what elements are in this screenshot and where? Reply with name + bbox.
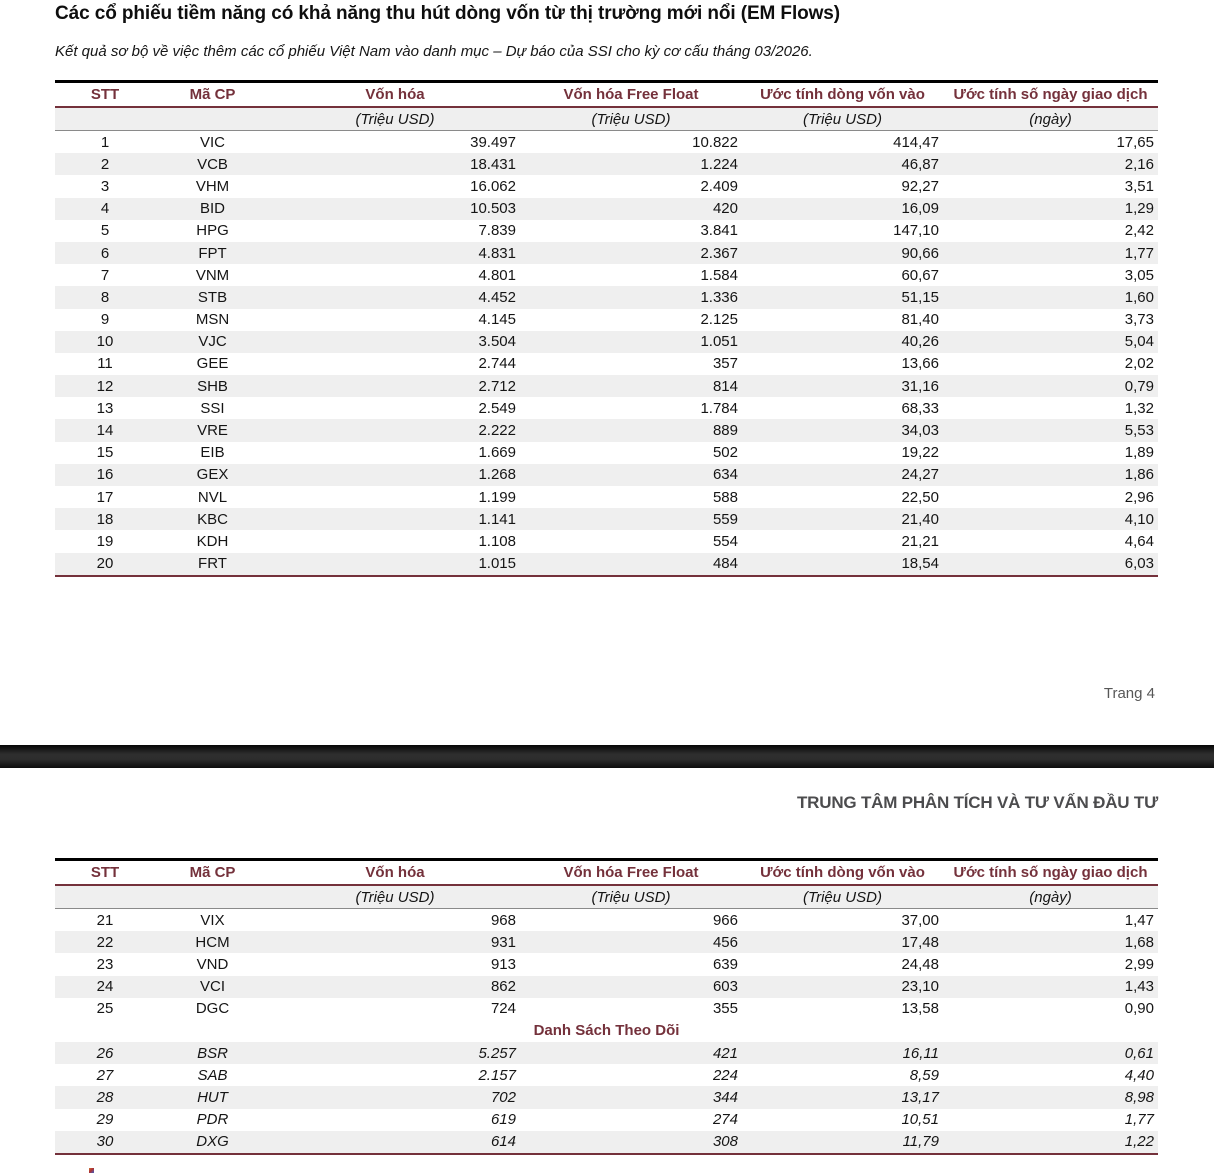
stt-cell: 9 (100, 311, 110, 329)
column-unit-subheader: (Triệu USD) (270, 885, 520, 909)
inflow-cell: 81,40 (901, 311, 939, 329)
inflow-cell: 13,17 (901, 1088, 939, 1106)
freefloat-cell: 357 (712, 355, 738, 373)
stt-cell: 12 (96, 377, 114, 395)
tradingdays-cell: 17,65 (1116, 133, 1154, 151)
tradingdays-cell: 1,86 (1124, 466, 1154, 484)
ticker-cell: PDR (196, 1111, 229, 1129)
column-header: Vốn hóa (365, 864, 425, 881)
stock-row (55, 419, 1158, 441)
marketcap-cell: 4.831 (478, 244, 516, 262)
tradingdays-cell: 2,02 (1124, 355, 1154, 373)
ticker-cell: VND (196, 955, 229, 973)
freefloat-cell: 274 (712, 1111, 738, 1129)
freefloat-cell: 10.822 (692, 133, 738, 151)
table-header (55, 860, 1158, 909)
tradingdays-cell: 3,51 (1124, 177, 1154, 195)
ticker-cell: HPG (196, 222, 229, 240)
tradingdays-cell: 2,96 (1124, 488, 1154, 506)
stock-row (55, 242, 1158, 264)
stock-row (55, 486, 1158, 508)
column-unit-subheader: (Triệu USD) (520, 107, 742, 131)
freefloat-cell: 2.367 (700, 244, 738, 262)
stock-row (55, 1131, 1158, 1154)
stock-row (55, 909, 1158, 932)
ticker-cell: MSN (195, 311, 230, 329)
stock-row (55, 264, 1158, 286)
stt-cell: 26 (96, 1044, 114, 1062)
freefloat-cell: 634 (712, 466, 738, 484)
stock-row (55, 131, 1158, 154)
marketcap-cell: 39.497 (470, 133, 516, 151)
inflow-cell: 17,48 (901, 933, 939, 951)
stt-cell: 22 (96, 933, 114, 951)
page-subtitle: Kết quả sơ bộ về việc thêm các cổ phiếu Việt Nam vào danh mục – Dự báo của SSI cho kỳ cơ cấu tháng 03/2026. (55, 43, 813, 60)
freefloat-cell: 1.051 (700, 333, 738, 351)
marketcap-cell: 2.712 (478, 377, 516, 395)
tradingdays-cell: 1,77 (1124, 244, 1154, 262)
column-header: Vốn hóa Free Float (563, 86, 699, 103)
cropped-bottom-artifact (89, 1168, 94, 1173)
marketcap-cell: 2.157 (478, 1066, 516, 1084)
freefloat-cell: 420 (712, 200, 738, 218)
marketcap-cell: 4.452 (478, 288, 516, 306)
stock-row (55, 530, 1158, 552)
stt-cell: 17 (96, 488, 114, 506)
stt-cell: 20 (96, 555, 114, 573)
column-unit-subheader (155, 885, 270, 909)
page-separator-bar (0, 745, 1214, 768)
marketcap-cell: 4.145 (478, 311, 516, 329)
inflow-cell: 8,59 (909, 1066, 939, 1084)
ticker-cell: HUT (197, 1088, 228, 1106)
stt-cell: 15 (96, 444, 114, 462)
freefloat-cell: 2.409 (700, 177, 738, 195)
ticker-cell: BSR (197, 1044, 228, 1062)
freefloat-cell: 308 (712, 1133, 738, 1151)
tradingdays-cell: 1,68 (1124, 933, 1154, 951)
ticker-cell: BID (199, 200, 225, 218)
column-unit-subheader (55, 107, 155, 131)
marketcap-cell: 1.015 (478, 555, 516, 573)
inflow-cell: 21,21 (901, 532, 939, 550)
column-header: Vốn hóa Free Float (563, 864, 699, 881)
ticker-cell: FPT (198, 244, 227, 262)
column-unit-subheader: (ngày) (943, 107, 1158, 131)
marketcap-cell: 913 (490, 955, 516, 973)
inflow-cell: 18,54 (901, 555, 939, 573)
freefloat-cell: 559 (712, 510, 738, 528)
marketcap-cell: 862 (490, 978, 516, 996)
column-header: Ước tính dòng vốn vào (760, 86, 925, 103)
page-title: Các cổ phiếu tiềm năng có khả năng thu hút dòng vốn từ thị trường mới nổi (EM Flows) (55, 3, 840, 24)
tradingdays-cell: 1,77 (1124, 1111, 1154, 1129)
stock-row (55, 198, 1158, 220)
column-unit-subheader: (Triệu USD) (270, 107, 520, 131)
column-unit-subheader: (Triệu USD) (742, 107, 943, 131)
ticker-cell: KBC (197, 510, 228, 528)
table-body (55, 131, 1158, 576)
inflow-cell: 16,11 (902, 1044, 939, 1062)
marketcap-cell: 1.108 (478, 532, 516, 550)
ticker-cell: VHM (195, 177, 230, 195)
marketcap-cell: 5.257 (478, 1044, 516, 1062)
stt-cell: 1 (100, 133, 110, 151)
inflow-cell: 414,47 (893, 133, 939, 151)
inflow-cell: 90,66 (901, 244, 939, 262)
marketcap-cell: 3.504 (478, 333, 516, 351)
marketcap-cell: 1.199 (478, 488, 516, 506)
inflow-cell: 21,40 (901, 510, 939, 528)
ticker-cell: DXG (196, 1133, 229, 1151)
column-header: STT (90, 864, 120, 881)
column-header: Mã CP (189, 864, 236, 881)
marketcap-cell: 931 (490, 933, 516, 951)
stock-row (55, 331, 1158, 353)
ticker-cell: VIX (200, 911, 225, 929)
stock-row (55, 976, 1158, 998)
marketcap-cell: 7.839 (478, 222, 516, 240)
freefloat-cell: 639 (712, 955, 738, 973)
tradingdays-cell: 3,05 (1124, 266, 1154, 284)
tradingdays-cell: 1,32 (1124, 399, 1154, 417)
stt-cell: 10 (96, 333, 114, 351)
ticker-cell: GEE (196, 355, 229, 373)
marketcap-cell: 968 (490, 911, 516, 929)
inflow-cell: 24,27 (901, 466, 939, 484)
stock-table-page1 (55, 80, 1158, 577)
ticker-cell: VIC (199, 133, 225, 151)
ticker-cell: STB (197, 288, 228, 306)
tradingdays-cell: 1,89 (1124, 444, 1154, 462)
inflow-cell: 37,00 (901, 911, 939, 929)
inflow-cell: 13,66 (901, 355, 939, 373)
inflow-cell: 68,33 (901, 399, 939, 417)
stock-row (55, 309, 1158, 331)
column-header: STT (90, 86, 120, 103)
stock-row (55, 397, 1158, 419)
tradingdays-cell: 2,42 (1124, 222, 1154, 240)
freefloat-cell: 1.784 (700, 399, 738, 417)
inflow-cell: 22,50 (901, 488, 939, 506)
stt-cell: 11 (97, 355, 113, 373)
inflow-cell: 24,48 (901, 955, 939, 973)
stock-row (55, 953, 1158, 975)
inflow-cell: 13,58 (901, 1000, 939, 1018)
column-header: Ước tính số ngày giao dịch (953, 864, 1148, 881)
freefloat-cell: 456 (712, 933, 738, 951)
column-unit-subheader (155, 107, 270, 131)
marketcap-cell: 16.062 (470, 177, 516, 195)
ticker-cell: KDH (196, 532, 229, 550)
marketcap-cell: 614 (490, 1133, 516, 1151)
stt-cell: 19 (96, 532, 114, 550)
column-header: Ước tính dòng vốn vào (760, 864, 925, 881)
stock-row (55, 375, 1158, 397)
stt-cell: 21 (96, 911, 114, 929)
stock-row (55, 153, 1158, 175)
inflow-cell: 46,87 (901, 155, 939, 173)
marketcap-cell: 2.744 (478, 355, 516, 373)
stt-cell: 18 (96, 510, 114, 528)
freefloat-cell: 224 (712, 1066, 738, 1084)
stt-cell: 6 (100, 244, 110, 262)
marketcap-cell: 10.503 (470, 200, 516, 218)
marketcap-cell: 4.801 (478, 266, 516, 284)
inflow-cell: 19,22 (901, 444, 939, 462)
marketcap-cell: 702 (490, 1088, 516, 1106)
stock-row (55, 442, 1158, 464)
column-unit-subheader: (Triệu USD) (520, 885, 742, 909)
tradingdays-cell: 2,16 (1124, 155, 1154, 173)
ticker-cell: VJC (198, 333, 227, 351)
marketcap-cell: 1.141 (478, 510, 516, 528)
freefloat-cell: 2.125 (700, 311, 738, 329)
tradingdays-cell: 3,73 (1124, 311, 1154, 329)
stt-cell: 4 (100, 200, 110, 218)
tradingdays-cell: 0,61 (1124, 1044, 1154, 1062)
freefloat-cell: 355 (712, 1000, 738, 1018)
freefloat-cell: 502 (712, 444, 738, 462)
freefloat-cell: 344 (712, 1088, 738, 1106)
ticker-cell: VCI (199, 978, 225, 996)
stt-cell: 27 (96, 1066, 114, 1084)
tradingdays-cell: 4,64 (1124, 532, 1154, 550)
marketcap-cell: 724 (490, 1000, 516, 1018)
marketcap-cell: 1.268 (478, 466, 516, 484)
freefloat-cell: 1.224 (700, 155, 738, 173)
tradingdays-cell: 1,60 (1124, 288, 1154, 306)
freefloat-cell: 814 (712, 377, 738, 395)
freefloat-cell: 889 (712, 422, 738, 440)
inflow-cell: 92,27 (901, 177, 939, 195)
stt-cell: 24 (96, 978, 114, 996)
ticker-cell: VRE (197, 422, 228, 440)
freefloat-cell: 1.336 (700, 288, 738, 306)
stt-cell: 7 (100, 266, 110, 284)
inflow-cell: 60,67 (901, 266, 939, 284)
ticker-cell: SAB (197, 1066, 228, 1084)
tradingdays-cell: 5,04 (1124, 333, 1154, 351)
freefloat-cell: 3.841 (700, 222, 738, 240)
tradingdays-cell: 6,03 (1124, 555, 1154, 573)
ticker-cell: HCM (195, 933, 230, 951)
ticker-cell: VCB (197, 155, 228, 173)
tradingdays-cell: 1,29 (1124, 200, 1154, 218)
analysis-center-header: TRUNG TÂM PHÂN TÍCH VÀ TƯ VẤN ĐẦU TƯ (797, 793, 1158, 812)
ticker-cell: GEX (196, 466, 229, 484)
inflow-cell: 31,16 (901, 377, 939, 395)
tradingdays-cell: 1,47 (1124, 911, 1154, 929)
column-unit-subheader (55, 885, 155, 909)
freefloat-cell: 554 (712, 532, 738, 550)
marketcap-cell: 2.222 (478, 422, 516, 440)
freefloat-cell: 966 (712, 911, 738, 929)
tradingdays-cell: 5,53 (1124, 422, 1154, 440)
stt-cell: 28 (96, 1088, 114, 1106)
inflow-cell: 10,51 (901, 1111, 939, 1129)
column-unit-subheader: (Triệu USD) (742, 885, 943, 909)
stt-cell: 30 (96, 1133, 114, 1151)
tradingdays-cell: 4,10 (1124, 510, 1154, 528)
tradingdays-cell: 8,98 (1124, 1088, 1154, 1106)
ticker-cell: NVL (197, 488, 228, 506)
stock-row (55, 175, 1158, 197)
table-header (55, 82, 1158, 131)
stock-row (55, 508, 1158, 530)
freefloat-cell: 484 (712, 555, 738, 573)
tradingdays-cell: 2,99 (1124, 955, 1154, 973)
stt-cell: 3 (100, 177, 110, 195)
stock-table-page2 (55, 858, 1158, 1155)
column-header: Ước tính số ngày giao dịch (953, 86, 1148, 103)
inflow-cell: 11,79 (902, 1133, 939, 1151)
inflow-cell: 51,15 (901, 288, 939, 306)
tradingdays-cell: 0,90 (1124, 1000, 1154, 1018)
stock-row (55, 553, 1158, 576)
tradingdays-cell: 4,40 (1124, 1066, 1154, 1084)
ticker-cell: EIB (200, 444, 225, 462)
marketcap-cell: 18.431 (470, 155, 516, 173)
inflow-cell: 147,10 (893, 222, 939, 240)
stock-row (55, 931, 1158, 953)
freefloat-cell: 1.584 (700, 266, 738, 284)
stt-cell: 13 (96, 399, 114, 417)
stock-row (55, 998, 1158, 1020)
stock-row (55, 353, 1158, 375)
page-number-label: Trang 4 (1103, 685, 1155, 702)
freefloat-cell: 603 (712, 978, 738, 996)
column-header: Mã CP (189, 86, 236, 103)
stock-row (55, 1109, 1158, 1131)
stt-cell: 16 (96, 466, 114, 484)
ticker-cell: SSI (200, 399, 225, 417)
ticker-cell: SHB (197, 377, 228, 395)
stt-cell: 2 (100, 155, 110, 173)
stock-row (55, 1042, 1158, 1064)
stt-cell: 5 (100, 222, 110, 240)
stt-cell: 29 (96, 1111, 114, 1129)
marketcap-cell: 2.549 (478, 399, 516, 417)
stock-row (55, 1086, 1158, 1108)
table-body (55, 909, 1158, 1154)
stt-cell: 23 (96, 955, 114, 973)
freefloat-cell: 421 (712, 1044, 738, 1062)
column-header: Vốn hóa (365, 86, 425, 103)
inflow-cell: 23,10 (901, 978, 939, 996)
inflow-cell: 34,03 (901, 422, 939, 440)
stt-cell: 14 (96, 422, 114, 440)
ticker-cell: VNM (195, 266, 230, 284)
freefloat-cell: 588 (712, 488, 738, 506)
inflow-cell: 40,26 (901, 333, 939, 351)
inflow-cell: 16,09 (901, 200, 939, 218)
marketcap-cell: 619 (490, 1111, 516, 1129)
stt-cell: 25 (96, 1000, 114, 1018)
stock-row (55, 464, 1158, 486)
stt-cell: 8 (100, 288, 110, 306)
ticker-cell: FRT (198, 555, 227, 573)
ticker-cell: DGC (195, 1000, 230, 1018)
stock-row (55, 286, 1158, 308)
tradingdays-cell: 1,43 (1124, 978, 1154, 996)
stock-row (55, 220, 1158, 242)
tradingdays-cell: 0,79 (1124, 377, 1154, 395)
column-unit-subheader: (ngày) (943, 885, 1158, 909)
watchlist-section-header: Danh Sách Theo Dõi (55, 1020, 1158, 1042)
stock-row (55, 1064, 1158, 1086)
marketcap-cell: 1.669 (478, 444, 516, 462)
tradingdays-cell: 1,22 (1124, 1133, 1154, 1151)
